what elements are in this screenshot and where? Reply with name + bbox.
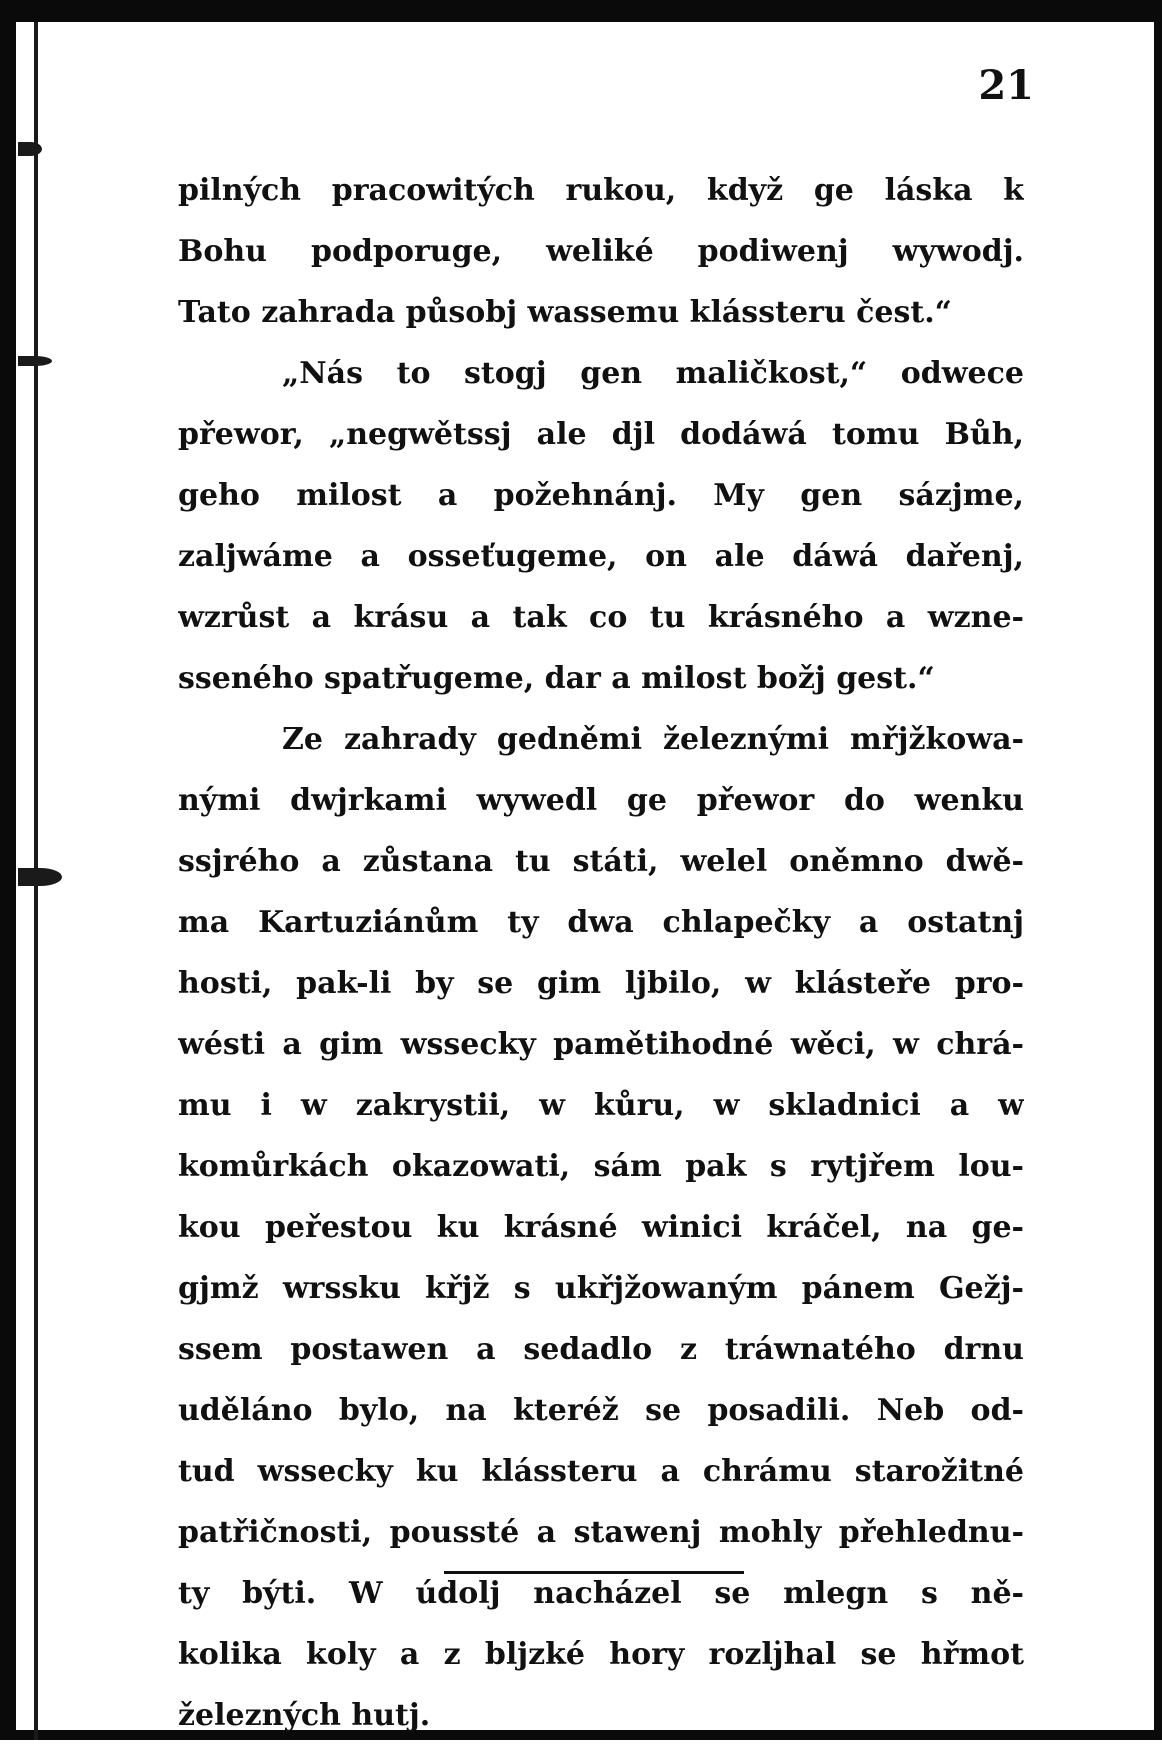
- text-line: kou peřestou ku krásné winici kráčel, na ge-: [178, 1210, 1024, 1245]
- text-line: sseného spatřugeme, dar a milost božj gest.“: [178, 661, 935, 696]
- text-line: ssjrého a zůstana tu státi, welel oněmno dwě-: [178, 844, 1024, 879]
- text-line: tud wssecky ku klássteru a chrámu starožitné: [178, 1454, 1024, 1489]
- text-line: Tato zahrada působj wassemu klássteru čest.“: [178, 295, 952, 330]
- text-line: přewor, „negwětssj ale djl dodáwá tomu Bůh,: [178, 417, 1024, 452]
- text-line: mu i w zakrystii, w kůru, w skladnici a w: [178, 1088, 1024, 1123]
- text-line: pilných pracowitých rukou, když ge láska k: [178, 173, 1024, 208]
- binding-stitch: [18, 142, 42, 156]
- text-line: nými dwjrkami wywedl ge přewor do wenku: [178, 783, 1024, 818]
- text-line: Ze zahrady gedněmi železnými mřjžkowa-: [282, 722, 1024, 757]
- text-line: komůrkách okazowati, sám pak s rytjřem lou-: [178, 1149, 1024, 1184]
- text-line: Bohu podporuge, weliké podiwenj wywodj.: [178, 234, 1024, 269]
- binding-stitch: [18, 356, 52, 366]
- text-line: wésti a gim wssecky pamětihodné wěci, w chrá-: [178, 1027, 1024, 1062]
- paragraph: [178, 709, 1024, 1746]
- page-number: 21: [978, 62, 1034, 109]
- body-text: [178, 160, 1024, 1746]
- paragraph: [178, 160, 1024, 343]
- text-line: hosti, pak-li by se gim ljbilo, w klásteře pro-: [178, 966, 1024, 1001]
- paragraph: [178, 343, 1024, 709]
- closing-rule: [444, 1571, 744, 1574]
- text-line: kolika koly a z bljzké hory rozlj̇hal se hřmot: [178, 1637, 1024, 1672]
- text-line: zaljwáme a osseťugeme, on ale dáwá dařenj,: [178, 539, 1024, 574]
- text-line: geho milost a požehnánj. My gen sázjme,: [178, 478, 1024, 513]
- text-line: ssem postawen a sedadlo z tráwnatého drnu: [178, 1332, 1024, 1367]
- text-line: železných hutj.: [178, 1698, 431, 1733]
- text-line: „Nás to stogj gen maličkost,“ odwece: [282, 356, 1024, 391]
- text-line: ma Kartuziánům ty dwa chlapečky a ostatnj: [178, 905, 1024, 940]
- text-line: patřičnosti, poussté a stawenj mohly přehlednu-: [178, 1515, 1024, 1550]
- text-line: wzrůst a krásu a tak co tu krásného a wzne-: [178, 600, 1024, 635]
- binding-stitch: [18, 868, 62, 886]
- text-line: gjmž wrssku křjž s ukřjžowaným pánem Gežj-: [178, 1271, 1024, 1306]
- scan-border-right: [1154, 0, 1162, 1740]
- text-line: uděláno bylo, na kteréž se posadili. Neb od-: [178, 1393, 1024, 1428]
- scan-border-left: [0, 0, 16, 1740]
- text-line: ty býti. W údolj nacházel se mlegn s ně-: [178, 1576, 1024, 1611]
- scan-border-top: [0, 0, 1162, 22]
